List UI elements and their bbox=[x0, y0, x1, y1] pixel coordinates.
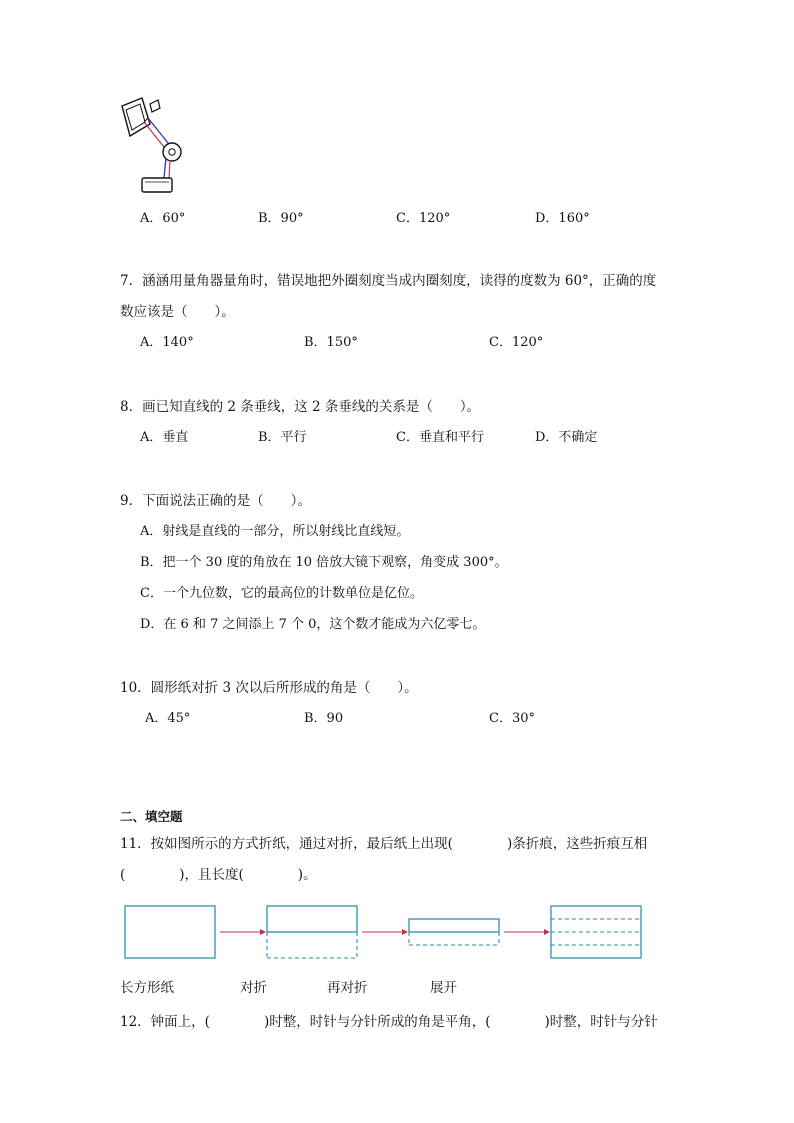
q10-option-b[interactable]: B．90 bbox=[304, 711, 344, 726]
q8-option-a[interactable]: A．垂直 bbox=[140, 430, 189, 445]
q6-option-c[interactable]: C．120° bbox=[396, 211, 451, 226]
q6-option-a[interactable]: A．60° bbox=[140, 211, 186, 226]
q7-option-c[interactable]: C．120° bbox=[489, 335, 544, 350]
q11-stem-line2: ( )，且长度( )。 bbox=[120, 867, 317, 883]
q7-stem-line1: 7．涵涵用量角器量角时，错误地把外圈刻度当成内圈刻度，读得的度数为 60°，正确的度 bbox=[120, 273, 657, 289]
q9-option-d[interactable]: D．在 6 和 7 之间添上 7 个 0，这个数才能成为六亿零七。 bbox=[140, 617, 486, 632]
paper-folding-diagram bbox=[120, 900, 650, 964]
q10-option-a[interactable]: A．45° bbox=[145, 711, 191, 726]
caption-unfold: 展开 bbox=[430, 980, 457, 996]
q8-option-c[interactable]: C．垂直和平行 bbox=[396, 430, 484, 445]
q10-option-c[interactable]: C．30° bbox=[489, 711, 535, 726]
q10-stem: 10．圆形纸对折 3 次以后所形成的角是（ ）。 bbox=[120, 680, 418, 696]
folded-twice-shape bbox=[409, 919, 499, 932]
q7-option-a[interactable]: A．140° bbox=[140, 335, 194, 350]
q9-stem: 9．下面说法正确的是（ ）。 bbox=[120, 493, 311, 509]
caption-fold-again: 再对折 bbox=[327, 980, 368, 996]
section-heading-fill-in: 二、填空题 bbox=[120, 809, 183, 824]
arrow-icon bbox=[362, 929, 408, 935]
q9-option-b[interactable]: B．把一个 30 度的角放在 10 倍放大镜下观察，角变成 300°。 bbox=[140, 555, 508, 570]
caption-rectangle-paper: 长方形纸 bbox=[120, 980, 174, 996]
arrow-icon bbox=[504, 929, 550, 935]
q7-option-b[interactable]: B．150° bbox=[304, 335, 358, 350]
arrow-icon bbox=[220, 929, 266, 935]
q8-option-b[interactable]: B．平行 bbox=[258, 430, 307, 445]
q11-stem-line1: 11．按如图所示的方式折纸，通过对折，最后纸上出现( )条折痕，这些折痕互相 bbox=[120, 836, 648, 852]
q6-option-d[interactable]: D．160° bbox=[535, 211, 590, 226]
rectangle-paper-shape bbox=[125, 906, 215, 958]
folded-once-shape bbox=[267, 906, 357, 932]
q9-option-c[interactable]: C．一个九位数，它的最高位的计数单位是亿位。 bbox=[140, 586, 423, 601]
q8-option-d[interactable]: D．不确定 bbox=[535, 430, 598, 445]
q6-option-b[interactable]: B．90° bbox=[258, 211, 304, 226]
q9-option-a[interactable]: A．射线是直线的一部分，所以射线比直线短。 bbox=[140, 524, 410, 539]
caption-fold-once: 对折 bbox=[240, 980, 267, 996]
q7-stem-line2: 数应该是（ ）。 bbox=[120, 304, 235, 320]
q8-stem: 8．画已知直线的 2 条垂线，这 2 条垂线的关系是（ ）。 bbox=[120, 399, 481, 415]
desk-lamp-figure bbox=[112, 94, 192, 198]
q12-stem-line1: 12．钟面上，( )时整，时针与分针所成的角是平角，( )时整，时针与分针 bbox=[120, 1014, 658, 1030]
